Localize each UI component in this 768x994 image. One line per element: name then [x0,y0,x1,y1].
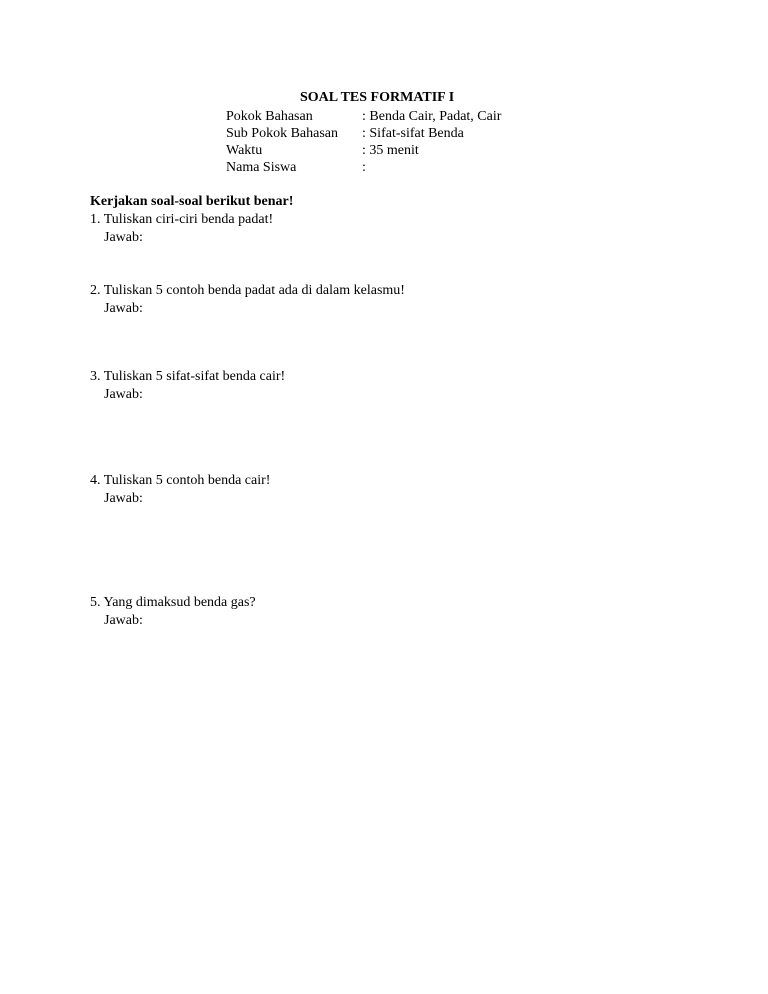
info-value: : Sifat-sifat Benda [362,126,464,141]
info-label: Pokok Bahasan [226,109,313,124]
question-5: 5. Yang dimaksud benda gas? [90,595,256,610]
instruction-text: Kerjakan soal-soal berikut benar! [90,194,294,209]
answer-label-5: Jawab: [104,613,143,628]
answer-label-3: Jawab: [104,387,143,402]
question-2: 2. Tuliskan 5 contoh benda padat ada di dalam kelasmu! [90,283,405,298]
info-label: Waktu [226,143,263,158]
question-3: 3. Tuliskan 5 sifat-sifat benda cair! [90,369,286,384]
info-value: : 35 menit [362,143,419,158]
info-value: : [362,160,366,175]
answer-label-4: Jawab: [104,491,143,506]
info-label: Sub Pokok Bahasan [226,126,338,141]
info-row-topic [226,108,501,126]
answer-label-2: Jawab: [104,301,143,316]
answer-label-1: Jawab: [104,230,143,245]
document-title: SOAL TES FORMATIF I [300,90,455,105]
info-row-subtopic [226,125,464,143]
info-row-time [226,142,419,160]
info-value: : Benda Cair, Padat, Cair [362,109,502,124]
info-label: Nama Siswa [226,160,297,175]
question-1: 1. Tuliskan ciri-ciri benda padat! [90,212,274,227]
info-row-student-name [226,159,366,177]
question-4: 4. Tuliskan 5 contoh benda cair! [90,473,271,488]
